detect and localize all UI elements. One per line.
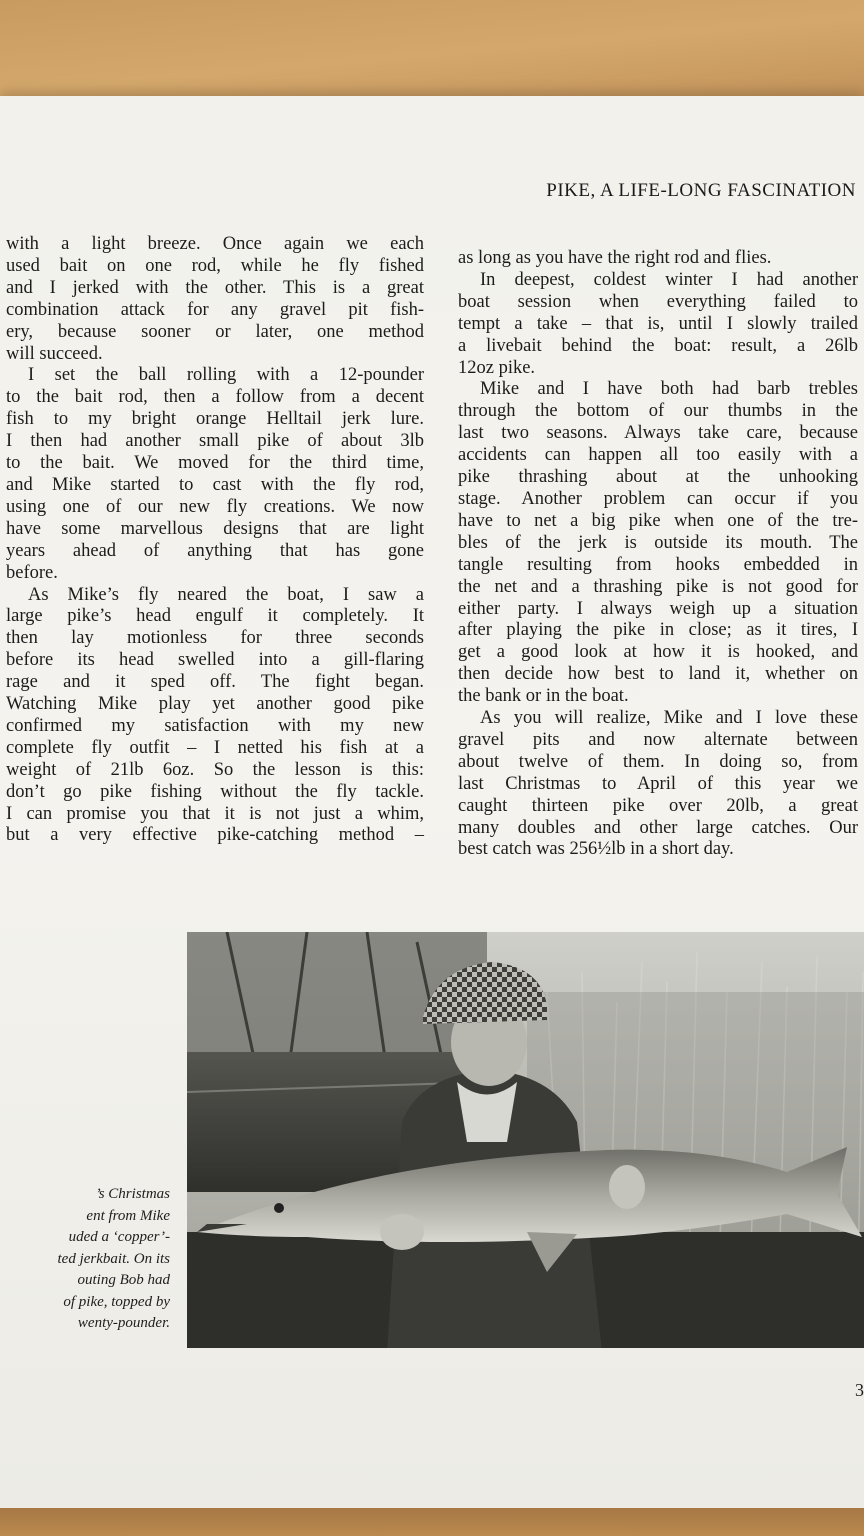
text-line: pike thrashing about at the unhooking [458,467,858,488]
text-line: either party. I always weigh up a situation [458,598,858,619]
text-line: tempt a take – that is, until I slowly trailed [458,313,858,334]
page-number: 3 [855,1380,864,1400]
text-line: get a good look at how it is hooked, and [458,642,858,663]
table-surface-bottom [0,1508,864,1536]
text-line: before its head swelled into a gill-flaring [6,650,424,671]
text-line: using one of our new fly creations. We now [6,496,424,517]
text-line: boat session when everything failed to [458,291,858,312]
caption-line: ’s Christmas [95,1186,170,1202]
text-line: I then had another small pike of about 3lb [6,431,424,452]
photo-caption [0,1184,170,1335]
text-line: accidents can happen all too easily with a [458,445,858,466]
caption-line: ent from Mike [86,1207,170,1224]
text-line: best catch was 256½lb in a short day. [458,839,734,860]
pike-photograph [187,932,864,1348]
text-line: complete fly outfit – I netted his fish at a [6,737,424,758]
text-line: will succeed. [6,343,103,364]
text-line: to the bait rod, then a follow from a decent [6,387,424,408]
book-page [0,96,864,1514]
text-line: and I jerked with the other. This is a great [6,277,424,298]
text-line: gravel pits and now alternate between [458,729,858,750]
caption-line: of pike, topped by [63,1293,170,1310]
text-line: but a very effective pike-catching method – [6,825,424,846]
text-line: I set the ball rolling with a 12-pounder [28,365,424,386]
text-line: the net and a thrashing pike is not good for [458,576,858,597]
text-line: rage and it sped off. The fight began. [6,672,424,693]
text-line: tangle resulting from hooks embedded in [458,554,858,575]
caption-line: outing Bob had [77,1272,170,1288]
text-line: ery, because sooner or later, one method [6,321,424,342]
text-line: about twelve of them. In doing so, from [458,751,858,772]
text-line: As Mike’s fly neared the boat, I saw a [28,584,424,605]
text-line: through the bottom of our thumbs in the [458,401,858,422]
left-text-column [6,234,424,847]
text-line: have some marvellous designs that are light [6,518,424,539]
right-text-column [458,248,858,861]
running-head: PIKE, A LIFE-LONG FASCINATION [546,180,856,201]
text-line: before. [6,562,58,583]
text-line: and Mike started to cast with the fly rod, [6,474,424,495]
text-line: as long as you have the right rod and flies. [458,248,772,268]
text-line: I can promise you that it is not just a whim, [6,803,424,824]
text-line: bles of the jerk is outside its mouth. The [458,532,858,553]
text-line: with a light breeze. Once again we each [6,234,424,254]
text-line: stage. Another problem can occur if you [458,488,858,509]
text-line: then lay motionless for three seconds [6,628,424,649]
caption-line: uded a ‘copper’- [68,1229,170,1245]
caption-line: wenty-pounder. [77,1315,170,1331]
text-line: used bait on one rod, while he fly fished [6,255,424,276]
text-line: many doubles and other large catches. Our [458,817,858,838]
text-line: to the bait. We moved for the third time, [6,453,424,474]
caption-line: ted jerkbait. On its [57,1250,170,1267]
text-line: after playing the pike in close; as it tires, I [458,620,858,641]
text-line: have to net a big pike when one of the tre- [458,510,858,531]
text-line: the bank or in the boat. [458,686,629,707]
text-line: confirmed my satisfaction with my new [6,715,424,736]
text-line: Watching Mike play yet another good pike [6,694,424,715]
text-line: As you will realize, Mike and I love these [480,708,858,729]
text-line: large pike’s head engulf it completely. It [6,606,424,627]
text-line: don’t go pike fishing without the fly tackle. [6,781,424,802]
text-line: last two seasons. Always take care, because [458,423,858,444]
text-line: a livebait behind the boat: result, a 26lb [458,335,858,356]
text-line: caught thirteen pike over 20lb, a great [458,795,858,816]
text-line: fish to my bright orange Helltail jerk lure. [6,409,424,430]
text-line: last Christmas to April of this year we [458,773,858,794]
text-line: combination attack for any gravel pit fish- [6,299,424,320]
text-line: Mike and I have both had barb trebles [480,379,858,400]
text-line: In deepest, coldest winter I had another [480,269,858,290]
text-line: years ahead of anything that has gone [6,540,424,561]
text-line: 12oz pike. [458,357,536,378]
text-line: then decide how best to land it, whether on [458,664,858,685]
text-line: weight of 21lb 6oz. So the lesson is this: [6,759,424,780]
